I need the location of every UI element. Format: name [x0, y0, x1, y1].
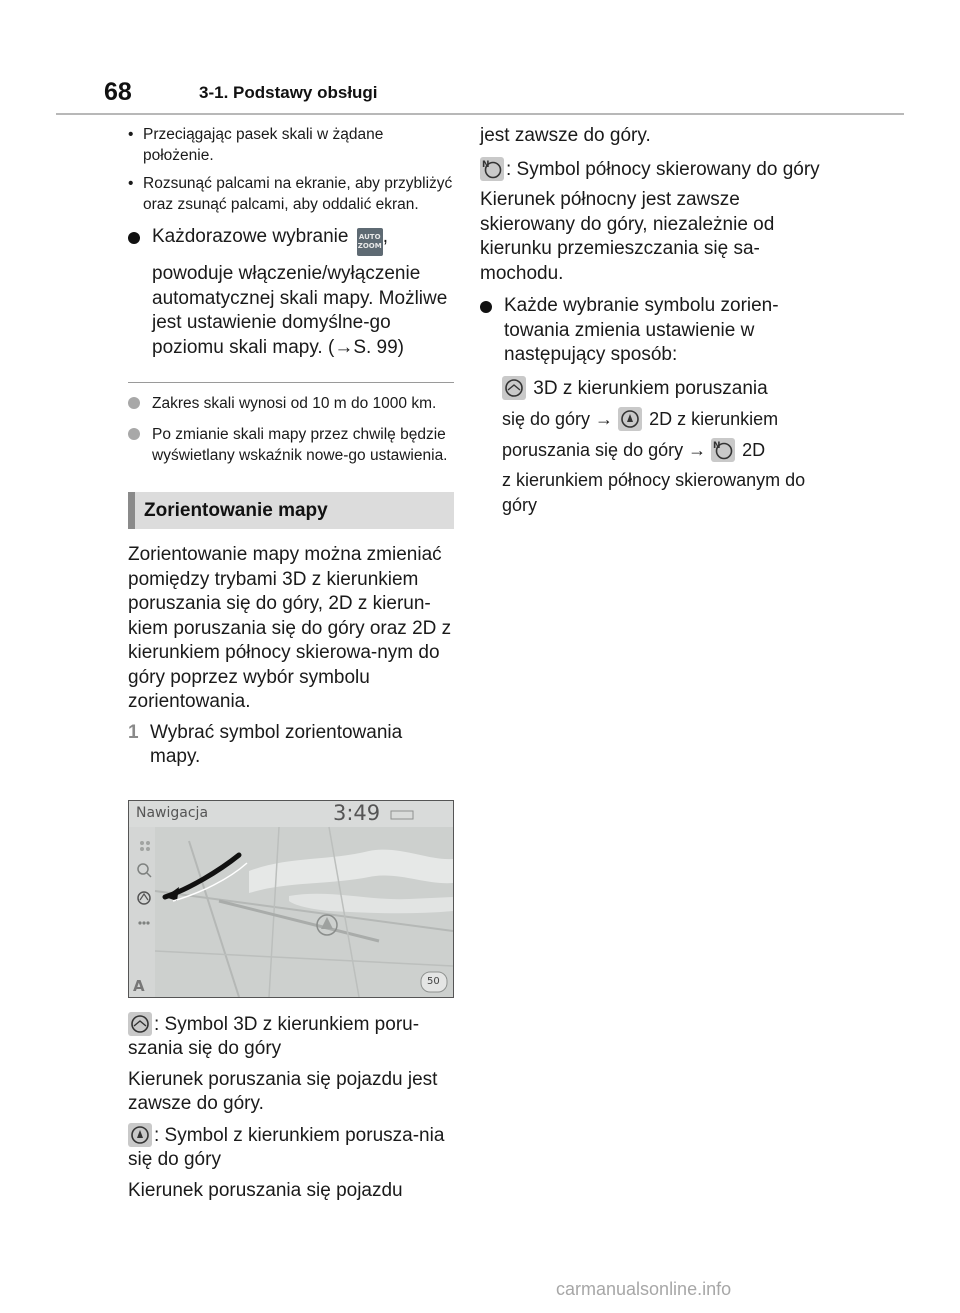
- right-column: [480, 124, 820, 523]
- screen-clock: 3:49: [333, 800, 381, 825]
- section-heading: Zorientowanie mapy: [128, 492, 454, 529]
- compass-2d-heading-icon: [618, 407, 642, 431]
- page-number: 68: [104, 78, 132, 106]
- north-description: Kierunek północny jest zawsze skierowany do góry, niezależnie od kierunku przemieszczania się sa-mochodu.: [480, 189, 775, 284]
- auto-zoom-text: Każdorazowe wybranie: [152, 226, 349, 247]
- sequence-step-2: się do góry → 2D z kierunkiem: [502, 409, 779, 429]
- symbol-2d-heading-line: : Symbol z kierunkiem porusza-nia się do góry: [128, 1124, 445, 1170]
- sequence-step-3: poruszania się do góry → N 2D: [502, 439, 766, 460]
- symbol-2d-heading-description: Kierunek poruszania się pojazdu: [128, 1179, 403, 1201]
- list-item: • Rozsunąć palcami na ekranie, aby przybliżyć oraz zsunąć palcami, aby oddalić ekran.: [128, 173, 454, 215]
- description-continued: jest zawsze do góry.: [480, 125, 651, 146]
- auto-zoom-bullet: Każdorazowe wybranie AUTO ZOOM, powoduje włączenie/wyłączenie automatycznej skali mapy. Możliwe jest ustawienie domyślne-go poziomu skali mapy. (→S. 99): [128, 225, 454, 360]
- header-divider: [56, 113, 904, 115]
- screen-title: Nawigacja: [136, 804, 209, 821]
- symbol-3d-description: Kierunek poruszania się pojazdu jest zawsze do góry.: [128, 1068, 438, 1114]
- compass-2d-heading-icon: [128, 1123, 152, 1147]
- symbol-north-line: N : Symbol północy skierowany do góry: [482, 158, 820, 180]
- auto-zoom-icon: AUTO ZOOM: [357, 228, 383, 256]
- compass-north-icon: [480, 157, 504, 181]
- note-dot-icon: [128, 397, 140, 409]
- mode-sequence: [480, 376, 820, 518]
- note-dot-icon: [128, 428, 140, 440]
- auto-zoom-description: powoduje włączenie/wyłączenie automatycznej skali mapy. Możliwe jest ustawienie domyślne-go poziomu skali mapy. (→S. 99): [152, 263, 448, 358]
- sequence-step-4: z kierunkiem północy skierowanym do góry: [502, 470, 806, 515]
- step-1: [128, 721, 454, 770]
- bullet-dot-icon: [480, 301, 492, 313]
- compass-north-icon: [711, 438, 735, 462]
- svg-text:N: N: [713, 440, 721, 451]
- note-item: Zakres skali wynosi od 10 m do 1000 km.: [128, 393, 454, 414]
- compass-3d-icon: [128, 1012, 152, 1036]
- navigation-screen: [128, 800, 454, 998]
- site-watermark: carmanualsonline.info: [556, 1279, 732, 1299]
- section-title: 3-1. Podstawy obsługi: [199, 83, 378, 102]
- note-item: Po zmianie skali mapy przez chwilę będzie wyświetlany wskaźnik nowe-go ustawienia.: [128, 424, 454, 466]
- list-item: • Przeciągając pasek skali w żądane położenie.: [128, 124, 454, 166]
- symbol-3d-line: : Symbol 3D z kierunkiem poru-szania się do góry: [128, 1013, 420, 1059]
- scale-indicator: 50: [427, 975, 440, 987]
- left-column: [128, 124, 454, 1209]
- screen-corner-letter: A: [133, 976, 145, 995]
- step-number: 1: [128, 721, 139, 743]
- cycle-bullet: Każde wybranie symbolu zorien-towania zmienia ustawienie w następujący sposób:: [480, 294, 820, 368]
- intro-paragraph: Zorientowanie mapy można zmieniać pomiędzy trybami 3D z kierunkiem poruszania się do góry, 2D z kierun-kiem poruszania się do góry oraz 2D z kierunkiem północy skierowa-nym do góry poprzez wybór symbolu zorientowania.: [128, 544, 452, 712]
- svg-text:N: N: [482, 159, 490, 170]
- step-text: Wybrać symbol zorientowania mapy.: [150, 721, 403, 767]
- notes-divider: [128, 382, 454, 383]
- page-header: [0, 0, 960, 118]
- map-illustration: [129, 801, 453, 997]
- bullet-dot-icon: [128, 232, 140, 244]
- sequence-step-1: 3D z kierunkiem poruszania: [502, 376, 820, 402]
- compass-3d-icon: [502, 376, 526, 400]
